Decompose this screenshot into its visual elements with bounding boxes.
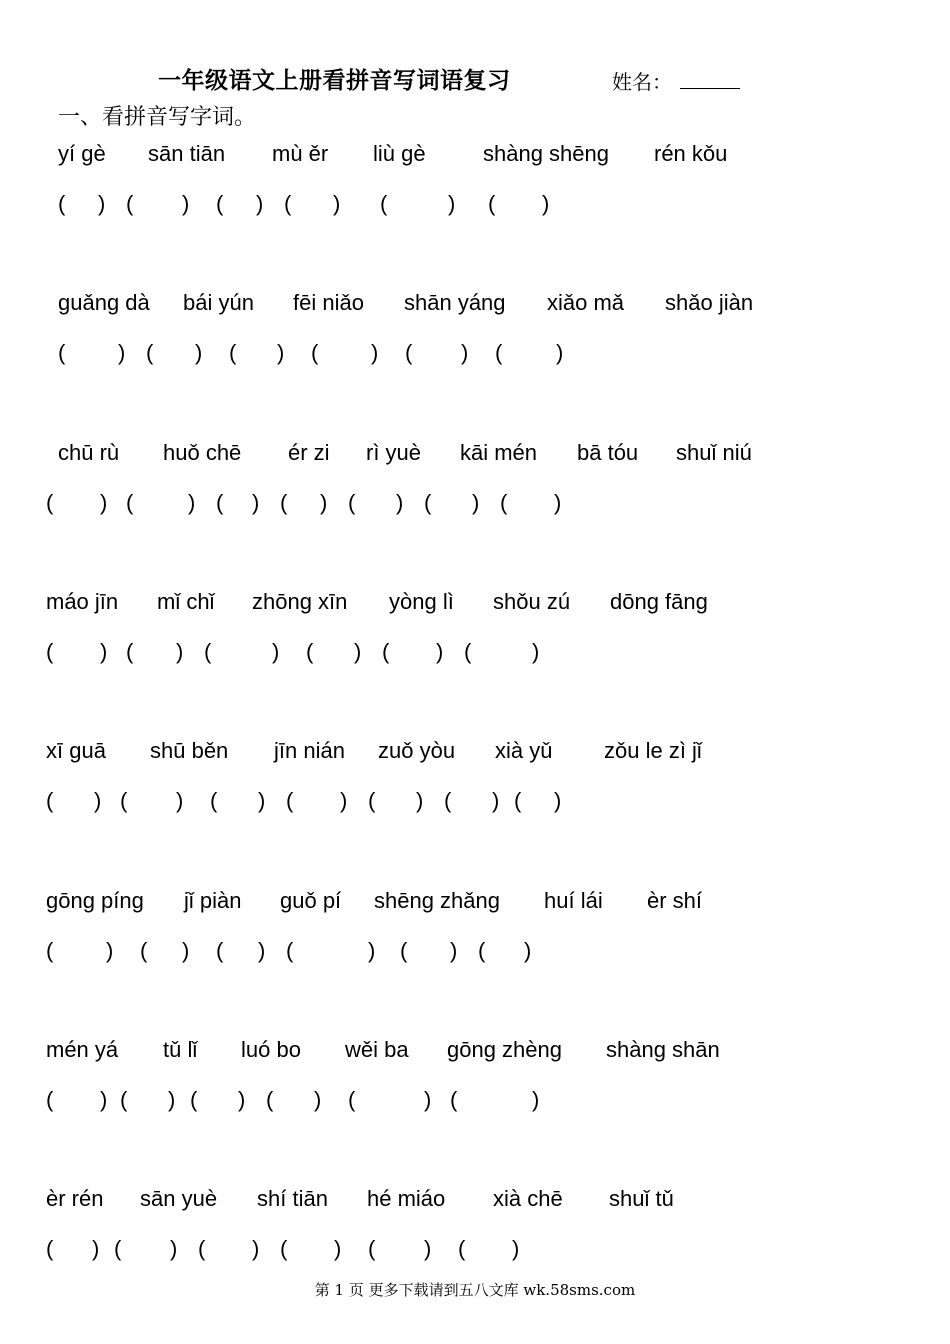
- answer-blank-open-paren[interactable]: (: [46, 788, 54, 813]
- answer-blank-open-paren[interactable]: (: [198, 1236, 206, 1261]
- answer-blank-close-paren[interactable]: ): [334, 1236, 342, 1261]
- answer-blank-close-paren[interactable]: ): [188, 490, 196, 515]
- page-footer: 第 1 页 更多下载请到五八文库 wk.58sms.com: [314, 1281, 636, 1299]
- pinyin-word: mén yá: [46, 1037, 119, 1062]
- pinyin-word: èr shí: [647, 888, 703, 913]
- pinyin-word: ér zi: [288, 440, 330, 465]
- pinyin-word: mǐ chǐ: [157, 589, 215, 614]
- answer-blank-close-paren[interactable]: ): [100, 639, 108, 664]
- answer-blank-open-paren[interactable]: (: [495, 340, 503, 365]
- answer-blank-close-paren[interactable]: ): [92, 1236, 100, 1261]
- answer-blank-open-paren[interactable]: (: [458, 1236, 466, 1261]
- pinyin-word: shàng shān: [606, 1037, 720, 1062]
- answer-blank-open-paren[interactable]: (: [464, 639, 472, 664]
- pinyin-word: xià yǔ: [495, 738, 553, 763]
- pinyin-word: gōng zhèng: [447, 1037, 562, 1062]
- answer-blank-close-paren[interactable]: ): [512, 1236, 520, 1261]
- answer-blank-close-paren[interactable]: ): [94, 788, 102, 813]
- pinyin-word: rì yuè: [366, 440, 422, 465]
- answer-blank-open-paren[interactable]: (: [382, 639, 390, 664]
- answer-blank-close-paren[interactable]: ): [368, 938, 376, 963]
- answer-blank-close-paren[interactable]: ): [258, 788, 266, 813]
- answer-blank-close-paren[interactable]: ): [272, 639, 280, 664]
- name-blank-line: [680, 88, 740, 89]
- pinyin-word: yòng lì: [389, 589, 454, 614]
- answer-blank-close-paren[interactable]: ): [106, 938, 114, 963]
- answer-blank-open-paren[interactable]: (: [286, 938, 294, 963]
- answer-blank-open-paren[interactable]: (: [204, 639, 212, 664]
- pinyin-word: gōng píng: [46, 888, 144, 913]
- pinyin-word: xià chē: [493, 1186, 563, 1211]
- pinyin-word: shū běn: [150, 738, 229, 763]
- pinyin-word: sān yuè: [140, 1186, 218, 1211]
- answer-blank-open-paren[interactable]: (: [114, 1236, 122, 1261]
- answer-blank-close-paren[interactable]: ): [524, 938, 532, 963]
- answer-blank-open-paren[interactable]: (: [126, 490, 134, 515]
- answer-blank-open-paren[interactable]: (: [311, 340, 319, 365]
- answer-blank-open-paren[interactable]: (: [229, 340, 237, 365]
- pinyin-word: guǒ pí: [280, 888, 342, 913]
- answer-blank-close-paren[interactable]: ): [320, 490, 328, 515]
- pinyin-word: zǒu le zì jǐ: [604, 738, 702, 763]
- answer-blank-open-paren[interactable]: (: [478, 938, 486, 963]
- answer-blank-open-paren[interactable]: (: [280, 1236, 288, 1261]
- section-title: 一、看拼音写字词。: [58, 105, 257, 130]
- answer-blank-close-paren[interactable]: ): [556, 340, 564, 365]
- answer-blank-close-paren[interactable]: ): [252, 490, 260, 515]
- answer-blank-close-paren[interactable]: ): [554, 788, 562, 813]
- pinyin-word: shuǐ niú: [676, 440, 752, 465]
- answer-blank-close-paren[interactable]: ): [340, 788, 348, 813]
- pinyin-word: zuǒ yòu: [378, 738, 456, 763]
- name-label: 姓名：: [612, 70, 672, 94]
- pinyin-word: mù ěr: [272, 141, 329, 166]
- answer-blank-open-paren[interactable]: (: [284, 191, 292, 216]
- answer-blank-close-paren[interactable]: ): [258, 938, 266, 963]
- answer-blank-close-paren[interactable]: ): [396, 490, 404, 515]
- answer-blank-close-paren[interactable]: ): [424, 1087, 432, 1112]
- pinyin-word: bā tóu: [577, 440, 639, 465]
- answer-blank-open-paren[interactable]: (: [146, 340, 154, 365]
- answer-blank-open-paren[interactable]: (: [348, 490, 356, 515]
- answer-blank-open-paren[interactable]: (: [126, 639, 134, 664]
- answer-blank-open-paren[interactable]: (: [286, 788, 294, 813]
- pinyin-word: bái yún: [183, 290, 254, 315]
- answer-blank-open-paren[interactable]: (: [216, 938, 224, 963]
- answer-blank-open-paren[interactable]: (: [120, 1087, 128, 1112]
- answer-blank-close-paren[interactable]: ): [176, 639, 184, 664]
- answer-blank-close-paren[interactable]: ): [450, 938, 458, 963]
- pinyin-word: shuǐ tǔ: [609, 1186, 674, 1211]
- answer-blank-close-paren[interactable]: ): [354, 639, 362, 664]
- answer-blank-close-paren[interactable]: ): [448, 191, 456, 216]
- answer-blank-close-paren[interactable]: ): [118, 340, 126, 365]
- answer-blank-open-paren[interactable]: (: [46, 490, 54, 515]
- pinyin-word: jīn nián: [274, 738, 345, 763]
- pinyin-word: shān yáng: [404, 290, 506, 315]
- answer-blank-open-paren[interactable]: (: [368, 788, 376, 813]
- pinyin-word: shēng zhǎng: [374, 888, 500, 913]
- answer-blank-open-paren[interactable]: (: [120, 788, 128, 813]
- answer-blank-open-paren[interactable]: (: [216, 191, 224, 216]
- answer-blank-close-paren[interactable]: ): [333, 191, 341, 216]
- answer-blank-open-paren[interactable]: (: [46, 1087, 54, 1112]
- answer-blank-open-paren[interactable]: (: [514, 788, 522, 813]
- answer-blank-open-paren[interactable]: (: [46, 639, 54, 664]
- answer-blank-open-paren[interactable]: (: [450, 1087, 458, 1112]
- pinyin-word: tǔ lǐ: [163, 1037, 198, 1062]
- pinyin-word: wěi ba: [345, 1037, 409, 1062]
- answer-blank-close-paren[interactable]: ): [424, 1236, 432, 1261]
- pinyin-word: fēi niǎo: [293, 290, 364, 315]
- answer-blank-close-paren[interactable]: ): [100, 1087, 108, 1112]
- answer-blank-close-paren[interactable]: ): [176, 788, 184, 813]
- answer-blank-open-paren[interactable]: (: [306, 639, 314, 664]
- answer-blank-close-paren[interactable]: ): [314, 1087, 322, 1112]
- page-title: 一年级语文上册看拼音写词语复习: [158, 68, 511, 94]
- pinyin-word: jǐ piàn: [184, 888, 242, 913]
- answer-blank-open-paren[interactable]: (: [348, 1087, 356, 1112]
- pinyin-word: shǒu zú: [493, 589, 571, 614]
- answer-blank-close-paren[interactable]: ): [436, 639, 444, 664]
- pinyin-word: xiǎo mǎ: [547, 290, 625, 315]
- answer-blank-open-paren[interactable]: (: [444, 788, 452, 813]
- pinyin-word: guǎng dà: [58, 290, 150, 315]
- pinyin-word: dōng fāng: [610, 589, 708, 614]
- answer-blank-open-paren[interactable]: (: [210, 788, 218, 813]
- pinyin-word: zhōng xīn: [252, 589, 348, 614]
- answer-blank-close-paren[interactable]: ): [532, 639, 540, 664]
- answer-blank-close-paren[interactable]: ): [168, 1087, 176, 1112]
- answer-blank-open-paren[interactable]: (: [266, 1087, 274, 1112]
- answer-blank-open-paren[interactable]: (: [58, 340, 66, 365]
- answer-blank-open-paren[interactable]: (: [424, 490, 432, 515]
- pinyin-word: hé miáo: [367, 1186, 446, 1211]
- answer-blank-open-paren[interactable]: (: [140, 938, 148, 963]
- answer-blank-open-paren[interactable]: (: [46, 1236, 54, 1261]
- answer-blank-close-paren[interactable]: ): [532, 1087, 540, 1112]
- answer-blank-close-paren[interactable]: ): [277, 340, 285, 365]
- answer-blank-close-paren[interactable]: ): [238, 1087, 246, 1112]
- pinyin-word: shǎo jiàn: [665, 290, 754, 315]
- pinyin-word: rén kǒu: [654, 141, 728, 166]
- answer-blank-open-paren[interactable]: (: [500, 490, 508, 515]
- answer-blank-close-paren[interactable]: ): [371, 340, 379, 365]
- pinyin-word: huí lái: [544, 888, 603, 913]
- pinyin-word: liù gè: [373, 141, 426, 166]
- answer-blank-close-paren[interactable]: ): [252, 1236, 260, 1261]
- answer-blank-open-paren[interactable]: (: [58, 191, 66, 216]
- answer-blank-close-paren[interactable]: ): [472, 490, 480, 515]
- answer-blank-close-paren[interactable]: ): [461, 340, 469, 365]
- answer-blank-close-paren[interactable]: ): [492, 788, 500, 813]
- pinyin-word: máo jīn: [46, 589, 119, 614]
- pinyin-word: xī guā: [46, 738, 106, 763]
- answer-blank-close-paren[interactable]: ): [542, 191, 550, 216]
- pinyin-word: yí gè: [58, 141, 106, 166]
- answer-blank-close-paren[interactable]: ): [170, 1236, 178, 1261]
- pinyin-word: sān tiān: [148, 141, 226, 166]
- answer-blank-close-paren[interactable]: ): [98, 191, 106, 216]
- answer-blank-open-paren[interactable]: (: [126, 191, 134, 216]
- pinyin-word: luó bo: [241, 1037, 301, 1062]
- answer-blank-close-paren[interactable]: ): [100, 490, 108, 515]
- answer-blank-close-paren[interactable]: ): [256, 191, 264, 216]
- answer-blank-open-paren[interactable]: (: [190, 1087, 198, 1112]
- answer-blank-close-paren[interactable]: ): [554, 490, 562, 515]
- pinyin-word: chū rù: [58, 440, 120, 465]
- answer-blank-close-paren[interactable]: ): [416, 788, 424, 813]
- answer-blank-open-paren[interactable]: (: [380, 191, 388, 216]
- answer-blank-close-paren[interactable]: ): [195, 340, 203, 365]
- pinyin-word: èr rén: [46, 1186, 104, 1211]
- answer-blank-close-paren[interactable]: ): [182, 938, 190, 963]
- answer-blank-open-paren[interactable]: (: [368, 1236, 376, 1261]
- answer-blank-open-paren[interactable]: (: [400, 938, 408, 963]
- answer-blank-open-paren[interactable]: (: [488, 191, 496, 216]
- answer-blank-open-paren[interactable]: (: [405, 340, 413, 365]
- pinyin-word: shí tiān: [257, 1186, 328, 1211]
- answer-blank-close-paren[interactable]: ): [182, 191, 190, 216]
- answer-blank-open-paren[interactable]: (: [280, 490, 288, 515]
- pinyin-word: huǒ chē: [163, 440, 242, 465]
- answer-blank-open-paren[interactable]: (: [216, 490, 224, 515]
- pinyin-word: shàng shēng: [483, 141, 609, 166]
- answer-blank-open-paren[interactable]: (: [46, 938, 54, 963]
- pinyin-word: kāi mén: [460, 440, 538, 465]
